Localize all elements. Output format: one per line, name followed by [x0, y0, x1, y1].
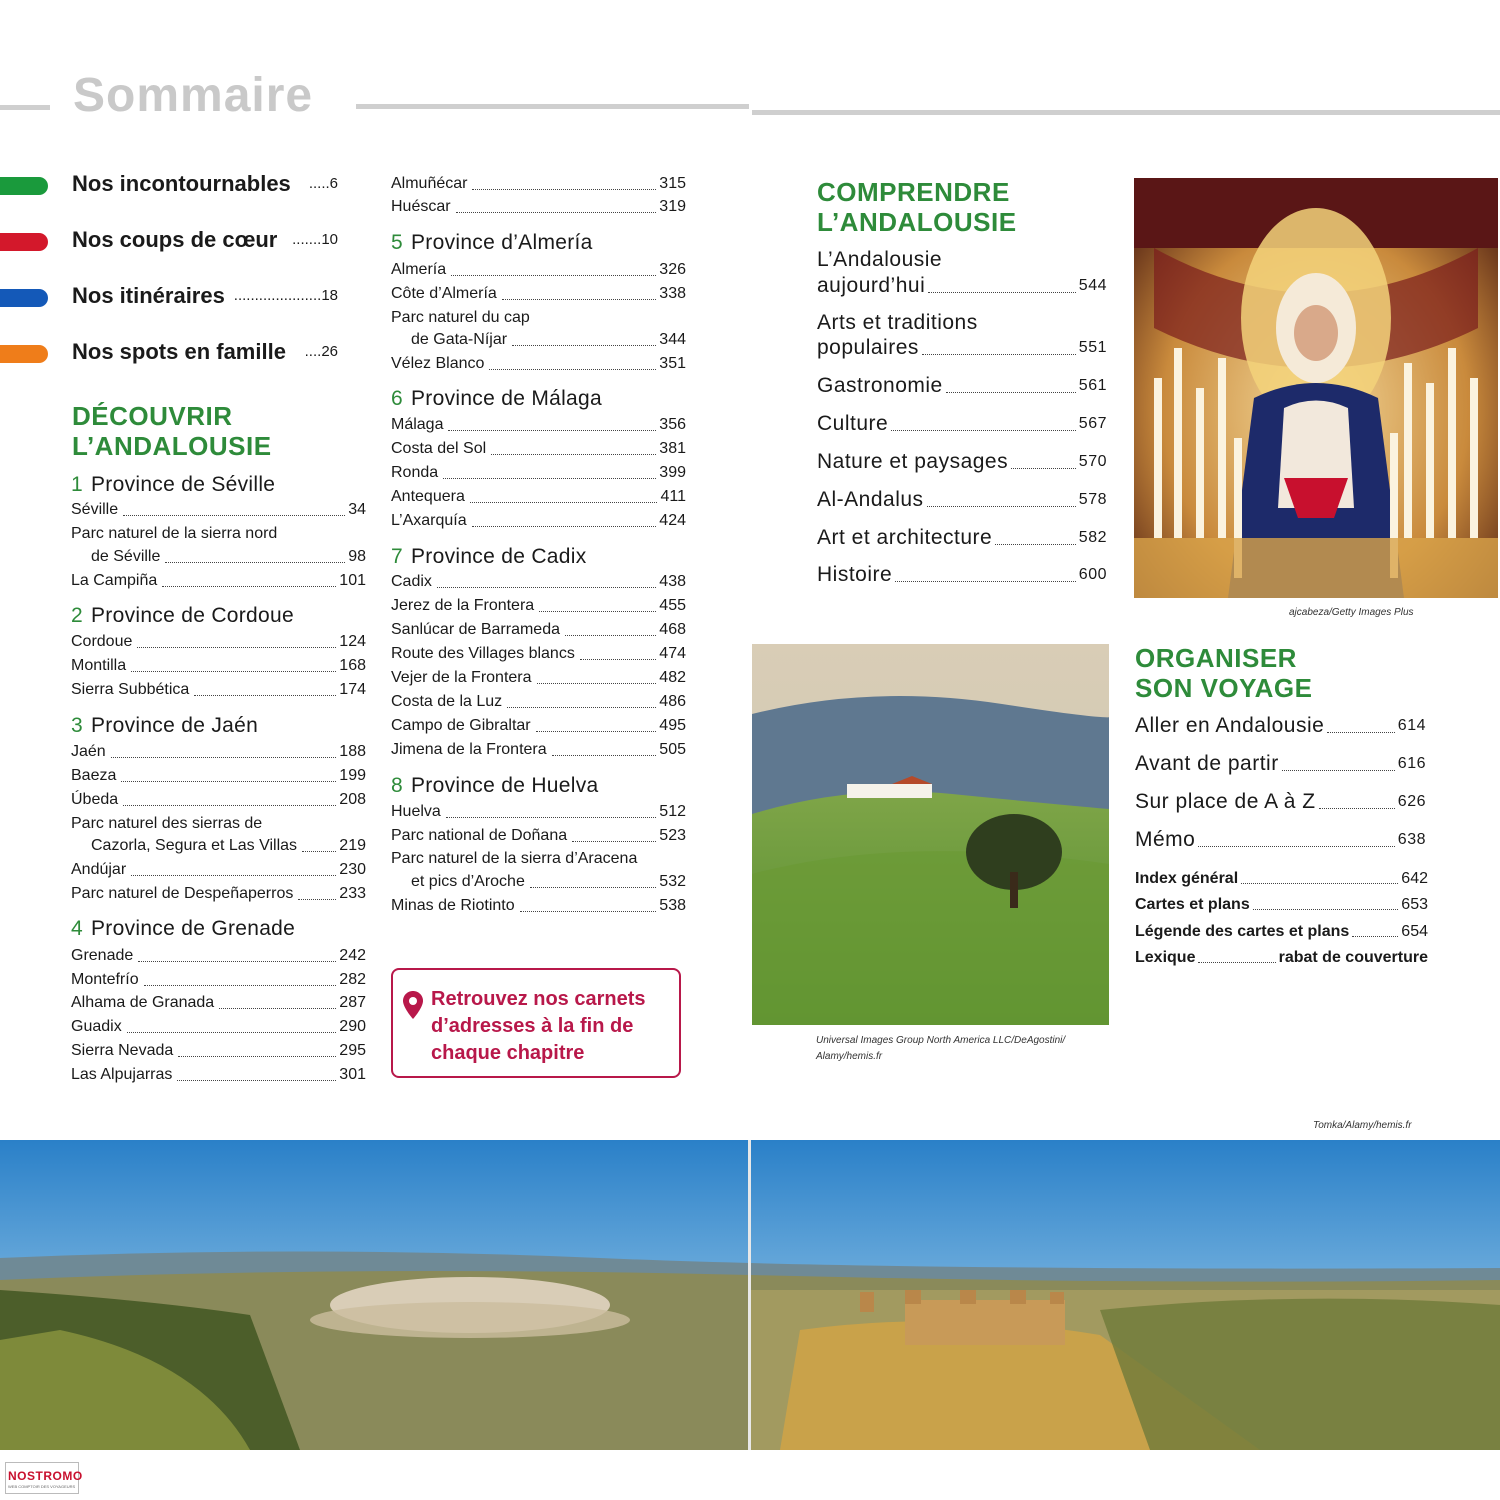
toc-entry[interactable]: L’Andalousie — [817, 248, 943, 271]
toc-entry[interactable]: Sur place de A à Z 626 — [1135, 790, 1426, 813]
toc-entry[interactable]: Parc naturel des sierras de — [71, 815, 263, 832]
highlight-page: .....6 — [308, 175, 338, 192]
toc-entry[interactable]: Cartes et plans 653 — [1135, 896, 1428, 913]
toc-entry[interactable]: Nature et paysages 570 — [817, 450, 1107, 473]
toc-entry[interactable]: Parc naturel de la sierra nord — [71, 525, 278, 542]
toc-entry[interactable]: Cadix 438 — [391, 573, 686, 590]
toc-entry[interactable]: Côte d’Almería 338 — [391, 285, 686, 302]
highlight-page: .....................18 — [233, 287, 338, 304]
countryside-photo — [752, 644, 1109, 1025]
callout-text: Retrouvez nos carnets d’adresses à la fin de chaque chapitre — [431, 988, 646, 1064]
toc-entry[interactable]: Costa de la Luz 486 — [391, 693, 686, 710]
toc-entry[interactable]: Almería 326 — [391, 261, 686, 278]
toc-entry[interactable]: Index général 642 — [1135, 870, 1428, 887]
toc-entry[interactable]: La Campiña 101 — [71, 572, 366, 589]
toc-entry[interactable]: Vélez Blanco 351 — [391, 355, 686, 372]
section-heading-decouvrir: DÉCOUVRIR L’ANDALOUSIE — [72, 401, 272, 461]
highlight-label: Nos spots en famille — [72, 339, 286, 364]
toc-entry[interactable]: Al-Andalus 578 — [817, 488, 1107, 511]
toc-entry[interactable]: Campo de Gibraltar 495 — [391, 717, 686, 734]
toc-entry[interactable]: Mémo 638 — [1135, 828, 1426, 851]
virgin-procession-photo — [1134, 178, 1498, 598]
highlight-itineraires[interactable] — [0, 283, 360, 313]
province-heading[interactable]: 2 Province de Cordoue — [71, 604, 294, 627]
toc-entry[interactable]: Aller en Andalousie 614 — [1135, 714, 1426, 737]
toc-entry[interactable]: Almuñécar 315 — [391, 175, 686, 192]
toc-entry[interactable]: Las Alpujarras 301 — [71, 1066, 366, 1083]
photo-credit: Universal Images Group North America LLC/DeAgostini/ Alamy/hemis.fr — [816, 1035, 1066, 1062]
province-heading[interactable]: 5 Province d’Almería — [391, 231, 593, 254]
toc-entry[interactable]: Alhama de Granada 287 — [71, 994, 366, 1011]
toc-entry[interactable]: Sierra Subbética 174 — [71, 681, 366, 698]
toc-entry[interactable]: Parc national de Doñana 523 — [391, 827, 686, 844]
carnets-callout — [391, 968, 681, 1078]
toc-entry-cont[interactable]: aujourd’hui 544 — [817, 274, 1107, 297]
toc-entry[interactable]: Jerez de la Frontera 455 — [391, 597, 686, 614]
toc-entry[interactable]: Séville 34 — [71, 501, 366, 518]
toc-entry[interactable]: Minas de Riotinto 538 — [391, 897, 686, 914]
nostromo-logo — [5, 1462, 83, 1494]
highlight-label: Nos coups de cœur — [72, 227, 278, 252]
photo-credit: ajcabeza/Getty Images Plus — [1289, 607, 1414, 618]
toc-entry[interactable]: Sanlúcar de Barrameda 468 — [391, 621, 686, 638]
photo-credit: Tomka/Alamy/hemis.fr — [1313, 1120, 1412, 1131]
province-heading[interactable]: 3 Province de Jaén — [71, 714, 259, 737]
toc-entry[interactable]: Parc naturel de Despeñaperros 233 — [71, 885, 366, 902]
highlight-incontournables[interactable] — [0, 171, 360, 201]
province-heading[interactable]: 4 Province de Grenade — [71, 917, 296, 940]
title-rule-left — [0, 105, 50, 110]
panorama-photo — [0, 1140, 1500, 1450]
toc-entry[interactable]: Guadix 290 — [71, 1018, 366, 1035]
section-heading-organiser: ORGANISER SON VOYAGE — [1135, 643, 1313, 703]
toc-entry[interactable]: L’Axarquía 424 — [391, 512, 686, 529]
toc-entry-cont[interactable]: populaires 551 — [817, 336, 1107, 359]
toc-entry[interactable]: Histoire 600 — [817, 563, 1107, 586]
map-pin-icon — [401, 990, 425, 1020]
toc-entry-cont[interactable]: et pics d’Aroche 532 — [411, 873, 686, 890]
province-heading[interactable]: 8 Province de Huelva — [391, 774, 599, 797]
toc-entry[interactable]: Cordoue 124 — [71, 633, 366, 650]
highlight-label: Nos itinéraires — [72, 283, 225, 308]
toc-entry[interactable]: Lexique rabat de couverture — [1135, 949, 1428, 966]
highlight-page: .......10 — [292, 231, 338, 248]
logo-text: NOSTROMO — [8, 1469, 83, 1483]
logo-tagline: WEB COMPTOIR DES VOYAGEURS — [8, 1484, 76, 1489]
green-tab-icon — [0, 177, 48, 195]
toc-entry[interactable]: Antequera 411 — [391, 488, 686, 505]
toc-entry[interactable]: Andújar 230 — [71, 861, 366, 878]
province-heading[interactable]: 6 Province de Málaga — [391, 387, 602, 410]
toc-entry[interactable]: Légende des cartes et plans 654 — [1135, 923, 1428, 940]
toc-entry[interactable]: Huelva 512 — [391, 803, 686, 820]
toc-entry-cont[interactable]: de Gata-Níjar 344 — [411, 331, 686, 348]
toc-entry[interactable]: Route des Villages blancs 474 — [391, 645, 686, 662]
highlight-page: ....26 — [304, 343, 338, 360]
province-heading[interactable]: 7 Province de Cadix — [391, 545, 587, 568]
toc-entry[interactable]: Grenade 242 — [71, 947, 366, 964]
toc-entry[interactable]: Úbeda 208 — [71, 791, 366, 808]
toc-entry[interactable]: Ronda 399 — [391, 464, 686, 481]
toc-entry[interactable]: Gastronomie 561 — [817, 374, 1107, 397]
province-heading[interactable]: 1 Province de Séville — [71, 473, 276, 496]
toc-entry[interactable]: Montefrío 282 — [71, 971, 366, 988]
toc-entry[interactable]: Parc naturel du cap — [391, 309, 530, 326]
toc-entry[interactable]: Art et architecture 582 — [817, 526, 1107, 549]
toc-entry[interactable]: Vejer de la Frontera 482 — [391, 669, 686, 686]
toc-entry-cont[interactable]: de Séville 98 — [91, 548, 366, 565]
highlight-coups-de-coeur[interactable] — [0, 227, 360, 257]
toc-entry[interactable]: Arts et traditions — [817, 311, 978, 334]
red-tab-icon — [0, 233, 48, 251]
toc-entry[interactable]: Huéscar 319 — [391, 198, 686, 215]
highlight-spots-famille[interactable] — [0, 339, 360, 369]
section-heading-comprendre: COMPRENDRE L’ANDALOUSIE — [817, 177, 1017, 237]
toc-entry[interactable]: Málaga 356 — [391, 416, 686, 433]
toc-entry[interactable]: Montilla 168 — [71, 657, 366, 674]
page-title: Sommaire — [73, 69, 314, 122]
orange-tab-icon — [0, 345, 48, 363]
toc-entry[interactable]: Jaén 188 — [71, 743, 366, 760]
toc-entry[interactable]: Baeza 199 — [71, 767, 366, 784]
toc-entry-cont[interactable]: Cazorla, Segura et Las Villas 219 — [91, 837, 366, 854]
toc-entry[interactable]: Jimena de la Frontera 505 — [391, 741, 686, 758]
toc-entry[interactable]: Parc naturel de la sierra d’Aracena — [391, 850, 638, 867]
toc-entry[interactable]: Avant de partir 616 — [1135, 752, 1426, 775]
highlight-label: Nos incontournables — [72, 171, 291, 196]
title-rule-right — [356, 104, 749, 109]
toc-entry[interactable]: Culture 567 — [817, 412, 1107, 435]
toc-entry[interactable]: Sierra Nevada 295 — [71, 1042, 366, 1059]
blue-tab-icon — [0, 289, 48, 307]
title-rule-far — [752, 110, 1500, 115]
toc-entry[interactable]: Costa del Sol 381 — [391, 440, 686, 457]
